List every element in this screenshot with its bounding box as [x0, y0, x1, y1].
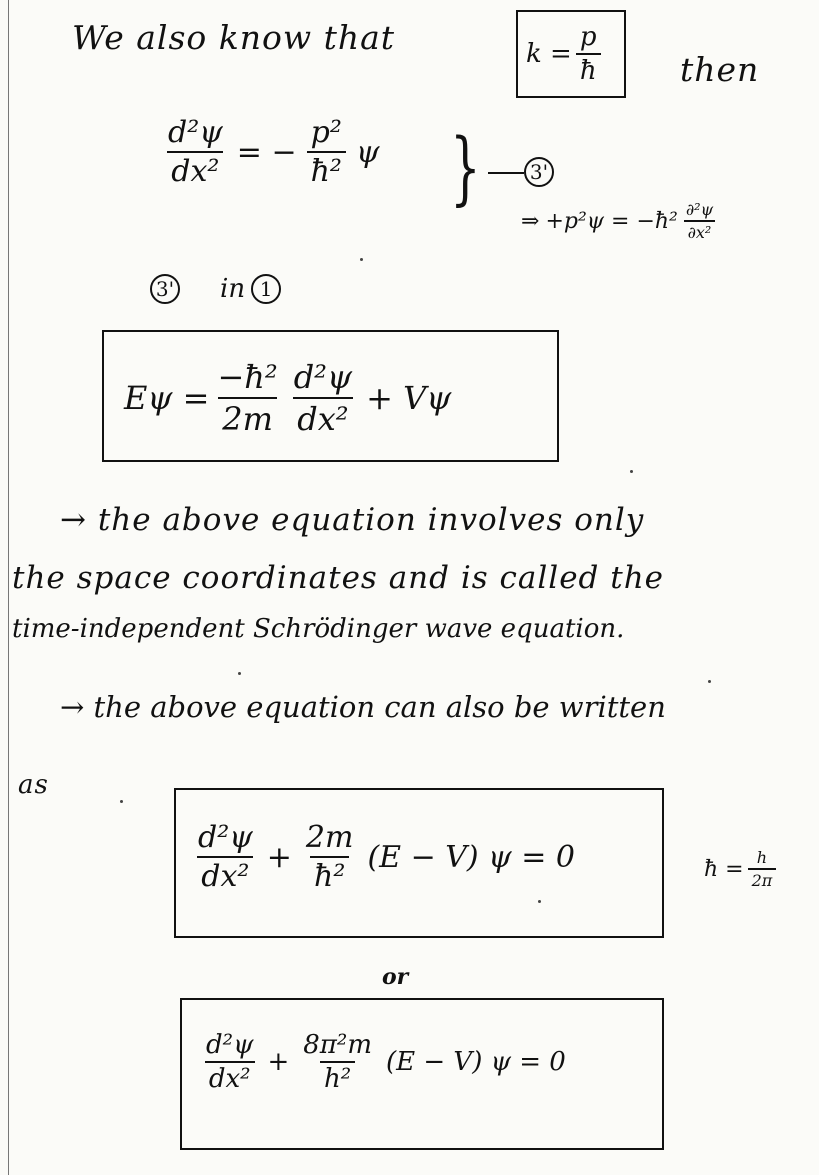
substitution-line [150, 274, 281, 304]
intro-line [72, 18, 395, 57]
alt1-den2: ħ² [310, 856, 349, 894]
eq3-equals: = − [236, 134, 297, 170]
time-independent-equation-box [102, 330, 559, 462]
hbar-definition [704, 848, 780, 890]
ti-num1: −ħ² [217, 358, 278, 396]
eq3-lhs-den: dx² [167, 151, 223, 189]
alt-equation-box-2 [180, 998, 664, 1150]
alt2-plus: + [267, 1047, 290, 1077]
hbar-fraction [748, 848, 777, 890]
ti-den2: dx² [293, 397, 352, 438]
para2-line2: as [18, 770, 49, 800]
intro-text: We also know that [72, 18, 396, 57]
eq3-tag-line [488, 172, 524, 174]
sub-in: in [220, 274, 246, 304]
eq3-rhs-fraction [307, 115, 346, 189]
k-relation-fraction [576, 22, 601, 86]
scan-speck [238, 672, 241, 675]
side-lhs: +p²ψ = −ħ² [545, 208, 678, 234]
side-arrow: ⇒ [521, 208, 540, 234]
k-relation-num: p [579, 22, 597, 52]
alt2-num2: 8π²m [303, 1030, 372, 1060]
ti-den1: 2m [218, 397, 277, 438]
alt1-num2: 2m [305, 820, 354, 855]
eq3-side-note [515, 200, 721, 242]
eq3-tag: 3' [524, 157, 554, 187]
sub-tag-3: 3' [150, 274, 180, 304]
scan-speck [708, 680, 711, 683]
side-num: ∂²ψ [685, 200, 714, 219]
hbar-lhs: ħ = [704, 856, 744, 882]
k-relation-lhs: k = [526, 39, 572, 69]
ti-frac1 [213, 358, 281, 438]
alt2-num1: d²ψ [206, 1030, 254, 1060]
alt1-plus: + [266, 839, 292, 875]
alt2-den2: h² [320, 1061, 355, 1094]
alt2-den1: dx² [205, 1061, 255, 1094]
hbar-den: 2π [748, 868, 777, 890]
alt2-frac1 [202, 1030, 257, 1094]
equation-3-prime [160, 115, 385, 189]
scan-speck [630, 470, 633, 473]
ti-lhs: Eψ = [124, 379, 210, 417]
eq3-lhs-fraction [164, 115, 227, 189]
page-edge [8, 0, 9, 1175]
eq3-rhs-den: ħ² [307, 151, 346, 189]
eq3-lhs-num: d²ψ [168, 115, 223, 150]
scan-speck [538, 900, 541, 903]
alt2-tail: (E − V) ψ = 0 [385, 1047, 566, 1077]
para1-line1: → the above equation involves only [60, 502, 645, 538]
then-text: then [680, 50, 760, 89]
sub-tag-1: 1 [251, 274, 281, 304]
alt1-frac1 [194, 820, 257, 894]
alt1-num1: d²ψ [198, 820, 253, 855]
hbar-num: h [756, 848, 768, 867]
para1-line2: the space coordinates and is called the [12, 560, 665, 596]
ti-frac2 [290, 358, 356, 438]
eq3-rhs-num: p² [310, 115, 342, 150]
alt-equation-box-1 [174, 788, 664, 938]
eq3-psi: ψ [355, 134, 380, 170]
scan-speck [360, 258, 363, 261]
ti-num2: d²ψ [293, 358, 353, 396]
k-relation-box [516, 10, 626, 98]
alt1-tail: (E − V) ψ = 0 [367, 839, 575, 875]
ti-tail: + Vψ [366, 379, 452, 417]
scan-speck [120, 800, 123, 803]
side-den: ∂x² [684, 220, 716, 242]
k-relation-den: ħ [576, 53, 601, 86]
side-fraction [682, 200, 717, 242]
para2-line1: → the above equation can also be written [60, 690, 666, 724]
then-word [680, 50, 759, 89]
alt2-frac2 [299, 1030, 376, 1094]
alt1-den1: dx² [197, 856, 253, 894]
para1-line3: time-independent Schrödinger wave equation. [12, 614, 625, 644]
eq3-brace: } [450, 121, 481, 214]
alt1-frac2 [302, 820, 358, 894]
or-label: or [382, 964, 409, 990]
